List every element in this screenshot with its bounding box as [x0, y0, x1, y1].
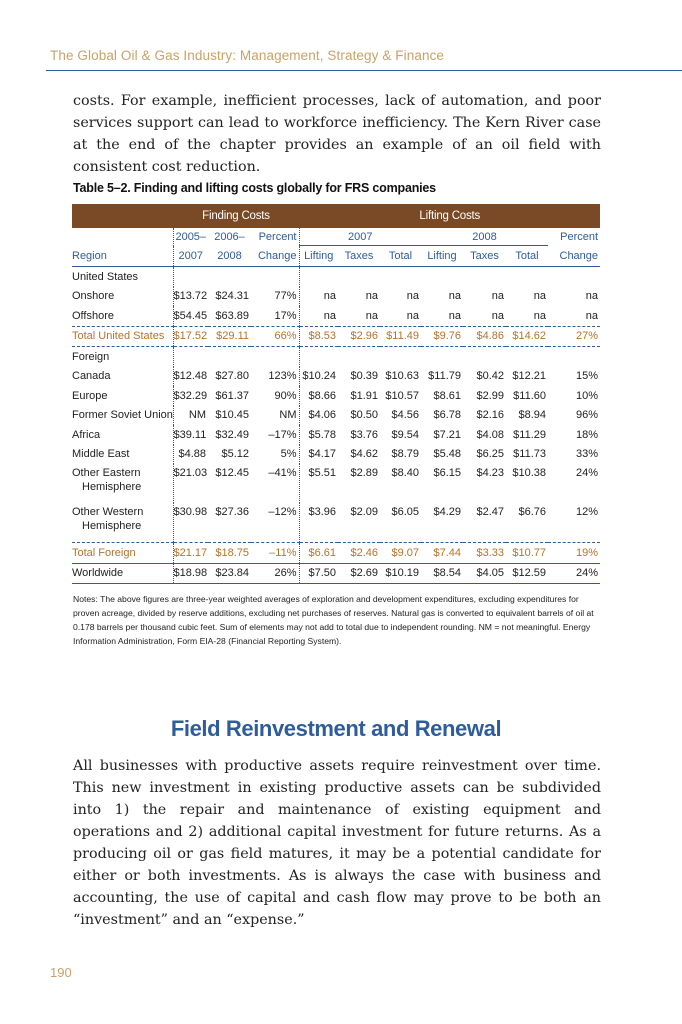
table-cell: na	[491, 290, 504, 303]
table-row	[72, 326, 600, 347]
table-cell: $4.56	[391, 409, 419, 422]
region-label-line1: Other Western	[72, 506, 144, 518]
table-cell: $4.23	[476, 467, 504, 479]
table-row	[72, 386, 600, 406]
table-cell: $5.12	[221, 448, 249, 461]
col-taxes-2007: Taxes	[338, 246, 380, 267]
table-cell: 15%	[576, 370, 599, 383]
table-cell: na	[585, 290, 599, 303]
table-cell	[463, 267, 506, 287]
table-cell: $0.42	[476, 370, 504, 383]
table-cell: $11.73	[513, 448, 546, 461]
table-cell: 24%	[548, 563, 600, 584]
finding-lifting-cost-table	[72, 204, 600, 584]
header-rule	[46, 70, 682, 71]
table-cell	[338, 267, 380, 287]
table-subheader-row	[72, 228, 600, 246]
table-cell: $14.62	[506, 326, 548, 347]
region-label: Total Foreign	[72, 543, 173, 564]
table-cell: $7.50	[299, 563, 338, 584]
table-cell: na	[448, 290, 461, 303]
table-cell	[463, 347, 506, 367]
table-cell: $2.89	[350, 467, 378, 479]
table-cell: $11.49	[380, 326, 421, 347]
table-cell: $4.88	[173, 445, 208, 465]
table-cell: $10.38	[512, 467, 546, 479]
year-2008-header: 2008	[421, 228, 548, 246]
table-cell: 24%	[576, 467, 599, 479]
table-cell: 26%	[251, 563, 299, 584]
region-label-line1: Other Eastern	[72, 467, 141, 479]
table-cell: $12.21	[512, 370, 546, 383]
region-label: Total United States	[72, 326, 173, 347]
table-cell: $4.06	[299, 406, 338, 426]
table-cell: $17.52	[173, 326, 208, 347]
table-cell	[251, 267, 299, 287]
table-cell: $5.51	[299, 464, 338, 503]
table-cell: 18%	[576, 428, 599, 441]
table-cell: 33%	[576, 448, 599, 461]
table-row	[72, 563, 600, 584]
table-cell: $8.94	[518, 409, 546, 422]
table-cell: 17%	[274, 309, 297, 322]
table-cell: $61.37	[215, 389, 249, 402]
table-cell: $2.46	[338, 543, 380, 564]
table-cell: $39.11	[173, 425, 208, 445]
table-cell: 19%	[548, 543, 600, 564]
table-cell: $32.29	[173, 386, 208, 406]
table-cell: 12%	[576, 506, 599, 518]
table-column-header-row	[72, 246, 600, 267]
col-top-2005: 2005–	[173, 228, 208, 246]
region-label: Former Soviet Union	[72, 409, 173, 422]
table-cell: $6.15	[433, 467, 461, 479]
table-cell	[173, 347, 208, 367]
table-cell: $8.54	[421, 563, 463, 584]
table-cell: $2.96	[338, 326, 380, 347]
table-cell: $4.86	[463, 326, 506, 347]
table-row	[72, 367, 600, 387]
running-head: The Global Oil & Gas Industry: Management, Strategy & Finance	[50, 48, 445, 63]
table-cell: $7.21	[433, 428, 461, 441]
region-label: United States	[72, 270, 139, 283]
region-label: Europe	[72, 389, 108, 402]
table-cell: $12.59	[506, 563, 548, 584]
finding-costs-header: Finding Costs	[173, 204, 299, 228]
region-label: Foreign	[72, 350, 110, 363]
table-cell: $2.16	[476, 409, 504, 422]
table-cell	[380, 347, 421, 367]
table-cell: 123%	[268, 370, 297, 383]
table-cell: $6.76	[518, 506, 546, 518]
section-paragraph: All businesses with productive assets require reinvestment over time. This new investment in existing productive assets can be subdivided into 1) the repair and maintenance of existing equipment and operations and 2) additional capital investment for future returns. As a producing oil or gas field matures, it may be a potential candidate for either or both investments. As is always the case with business and accounting, the use of capital and cash flow may prove to be both an “investment” and an “expense.”	[73, 758, 601, 928]
table-cell: $63.89	[215, 309, 249, 322]
table-cell: 27%	[548, 326, 600, 347]
table-cell: $10.24	[299, 367, 338, 387]
table-cell: NM	[279, 409, 297, 422]
table-cell: na	[365, 290, 378, 303]
table-cell	[208, 347, 251, 367]
table-cell: $24.31	[215, 290, 249, 303]
table-cell: 90%	[274, 389, 297, 402]
year-2007-header: 2007	[299, 228, 421, 246]
table-cell: $8.79	[391, 448, 419, 461]
table-row	[72, 543, 600, 564]
table-cell	[380, 267, 421, 287]
table-cell: –41%	[268, 467, 297, 479]
table-cell: $5.48	[433, 448, 461, 461]
col-total-2007: Total	[380, 246, 421, 267]
table-cell: $11.29	[513, 428, 546, 441]
region-label: Middle East	[72, 448, 130, 461]
col-2008: 2008	[208, 246, 251, 267]
col-taxes-2008: Taxes	[463, 246, 506, 267]
table-cell: $4.62	[350, 448, 378, 461]
table-cell: $27.80	[215, 370, 249, 383]
table-cell: $10.57	[385, 389, 419, 402]
table-cell: na	[448, 309, 461, 322]
table-cell: $29.11	[208, 326, 251, 347]
table-cell: $30.98	[173, 503, 208, 543]
intro-paragraph: costs. For example, inefficient processes, lack of automation, and poor services support can lead to workforce inefficiency. The Kern River case at the end of the chapter provides an example of an oil field with consistent cost reduction.	[73, 93, 601, 175]
table-cell: $3.33	[463, 543, 506, 564]
table-cell: $9.54	[391, 428, 419, 441]
table-cell: $1.91	[350, 389, 378, 402]
table-cell: $6.78	[433, 409, 461, 422]
table-cell: $9.76	[421, 326, 463, 347]
col-top-percent: Percent	[251, 228, 299, 246]
table-cell: $21.03	[173, 464, 208, 503]
table-cell: $2.47	[476, 506, 504, 518]
table-cell: $2.69	[338, 563, 380, 584]
table-cell: $12.48	[173, 367, 208, 387]
region-label	[72, 503, 173, 543]
region-label	[72, 464, 173, 503]
table-cell: $4.05	[463, 563, 506, 584]
table-cell	[506, 347, 548, 367]
table-cell: $8.66	[299, 386, 338, 406]
table-cell: $8.53	[299, 326, 338, 347]
table-cell: 66%	[251, 326, 299, 347]
table-cell: $32.49	[215, 428, 249, 441]
table-cell: –12%	[268, 506, 297, 518]
table-cell: $6.61	[299, 543, 338, 564]
table-cell: na	[491, 309, 504, 322]
table-cell: $18.98	[173, 563, 208, 584]
table-row	[72, 406, 600, 426]
table-cell: $10.77	[506, 543, 548, 564]
table-row	[72, 464, 600, 503]
col-lifting-2007: Lifting	[299, 246, 338, 267]
table-cell: $4.17	[299, 445, 338, 465]
table-cell: $0.39	[350, 370, 378, 383]
table-cell: $6.25	[476, 448, 504, 461]
table-cell: $8.40	[391, 467, 419, 479]
col-top-2006: 2006–	[208, 228, 251, 246]
table-cell: $13.72	[173, 287, 208, 307]
table-caption: Table 5–2. Finding and lifting costs globally for FRS companies	[73, 181, 436, 195]
region-label: Offshore	[72, 309, 114, 322]
table-cell: $21.17	[173, 543, 208, 564]
table-cell: na	[406, 290, 419, 303]
table-cell: $27.36	[215, 506, 249, 518]
table-cell: 5%	[280, 448, 297, 461]
table-cell	[548, 267, 600, 287]
table-cell: na	[585, 309, 599, 322]
col-total-2008: Total	[506, 246, 548, 267]
table-body	[72, 267, 600, 584]
table-cell: na	[299, 306, 338, 326]
table-cell: $2.09	[350, 506, 378, 518]
table-row	[72, 425, 600, 445]
table-cell: 77%	[274, 290, 297, 303]
table-group-row	[72, 347, 600, 367]
table-group-header-row	[72, 204, 600, 228]
table-cell: $9.07	[380, 543, 421, 564]
table-cell: $54.45	[173, 306, 208, 326]
table-cell: na	[406, 309, 419, 322]
table-row	[72, 287, 600, 307]
header-blank	[72, 204, 173, 228]
col-region: Region	[72, 246, 173, 267]
table-group-row	[72, 267, 600, 287]
table-cell	[299, 267, 338, 287]
region-label: Onshore	[72, 290, 115, 303]
table-cell: $0.50	[350, 409, 378, 422]
table-cell: $10.19	[380, 563, 421, 584]
table-cell: $23.84	[208, 563, 251, 584]
table-cell: 96%	[576, 409, 599, 422]
table-cell: na	[533, 309, 546, 322]
table-cell: $3.76	[350, 428, 378, 441]
table-cell: NM	[173, 406, 208, 426]
table-cell	[338, 347, 380, 367]
table-cell: $6.05	[391, 506, 419, 518]
section-heading: Field Reinvestment and Renewal	[170, 716, 502, 741]
table-cell: $3.96	[299, 503, 338, 543]
table-cell	[173, 267, 208, 287]
table-cell: $11.60	[513, 389, 546, 402]
table-cell: na	[533, 290, 546, 303]
table-cell: na	[299, 287, 338, 307]
table-cell: $12.45	[215, 467, 249, 479]
table-cell	[208, 267, 251, 287]
table-cell: $4.29	[433, 506, 461, 518]
table-cell: $8.61	[433, 389, 461, 402]
table-notes: Notes: The above figures are three-year weighted averages of exploration and development expenditures, excluding expenditures for proven acreage, divided by reserve additions, excluding net purchases of reserves. Natural gas is converted to equivalent barrels of oil at 0.178 barrels per thousand cubic feet. Sum of elements may not add to total due to independent rounding. NM = not meaningful. Energy Information Administration, Form EIA-28 (Financial Reporting System).	[73, 594, 594, 646]
table-cell: $10.45	[215, 409, 249, 422]
table-row	[72, 445, 600, 465]
table-row	[72, 306, 600, 326]
table-cell: $5.78	[299, 425, 338, 445]
col-change-lifting: Change	[548, 246, 600, 267]
region-label-line2: Hemisphere	[82, 481, 142, 493]
table-cell: –17%	[268, 428, 297, 441]
table-cell: $10.63	[385, 370, 419, 383]
table-cell: $7.44	[421, 543, 463, 564]
region-label-line2: Hemisphere	[82, 520, 142, 532]
table-cell: $11.79	[428, 370, 461, 383]
table-cell	[251, 347, 299, 367]
col-change: Change	[251, 246, 299, 267]
region-label: Worldwide	[72, 563, 173, 584]
col-top-percent-2: Percent	[548, 228, 600, 246]
table-cell	[548, 347, 600, 367]
lifting-costs-header: Lifting Costs	[299, 204, 600, 228]
table-cell	[506, 267, 548, 287]
page-number: 190	[50, 965, 72, 980]
table-cell: $18.75	[208, 543, 251, 564]
col-lifting-2008: Lifting	[421, 246, 463, 267]
table-cell	[421, 347, 463, 367]
region-label: Africa	[72, 428, 101, 441]
table-cell	[299, 347, 338, 367]
region-label: Canada	[72, 370, 111, 383]
table-cell: 10%	[576, 389, 599, 402]
table-cell: –11%	[251, 543, 299, 564]
table-cell: $2.99	[476, 389, 504, 402]
table-cell	[421, 267, 463, 287]
table-row	[72, 503, 600, 543]
col-2007: 2007	[173, 246, 208, 267]
table-cell: $4.08	[476, 428, 504, 441]
table-cell: na	[365, 309, 378, 322]
